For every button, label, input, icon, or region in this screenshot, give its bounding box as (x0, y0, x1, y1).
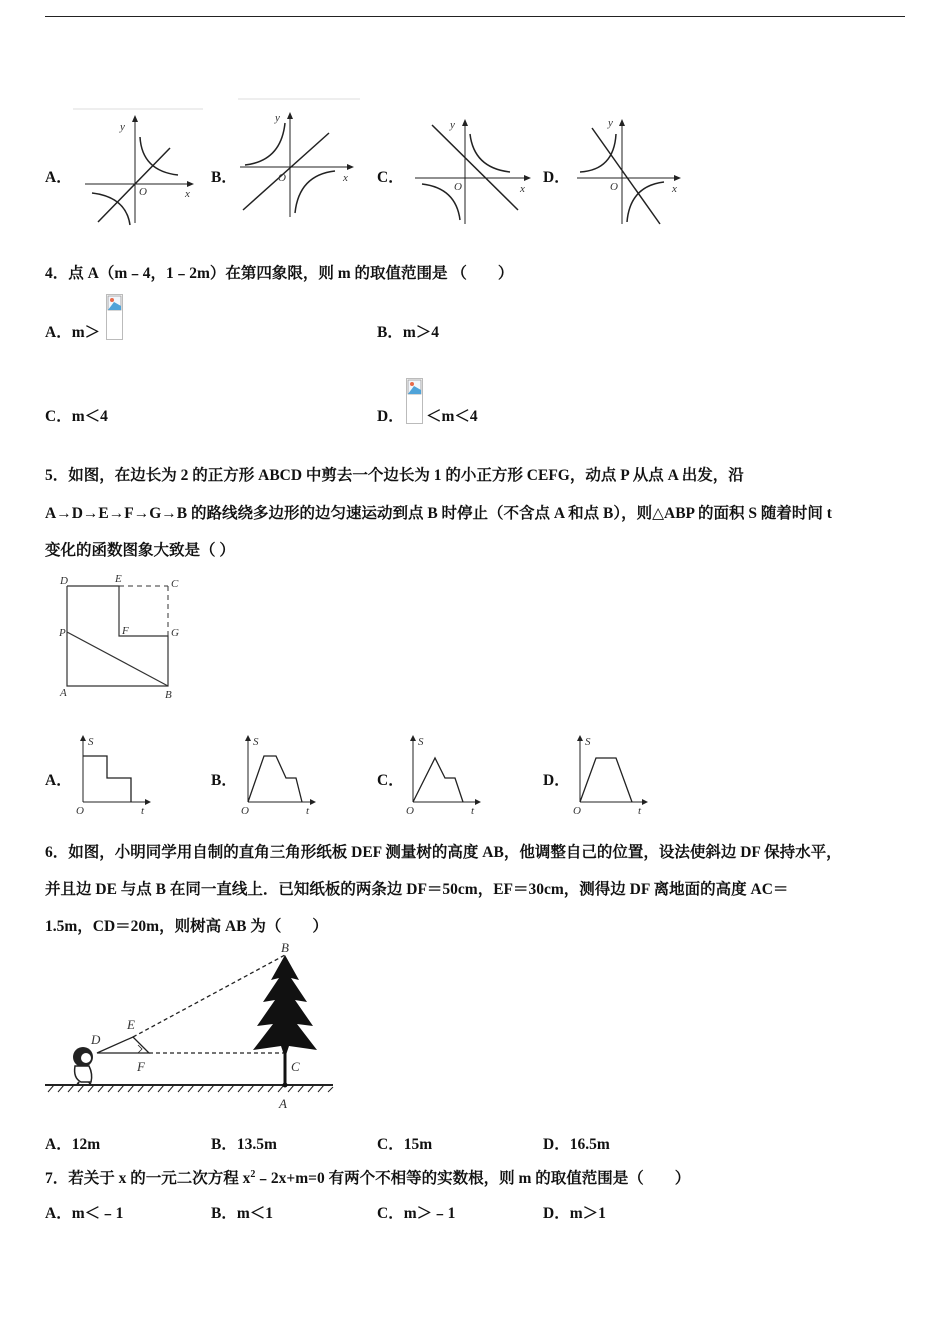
q5-option-d-label: D． (543, 772, 570, 789)
q5-option-c-label: C． (377, 772, 404, 789)
q5-label-f: F (122, 625, 129, 637)
q3-graph-a (70, 105, 205, 230)
q3-option-d-label: D． (543, 169, 570, 186)
q6-stem-line3: 1.5m，CD＝20m，则树高 AB 为（ ） (45, 918, 328, 935)
broken-image-icon (106, 294, 123, 340)
graph-t-label: t (471, 805, 475, 817)
q3d-x-label: x (672, 183, 677, 195)
q7-option-a: A．m＜﹣1 (45, 1205, 124, 1222)
graph-t-label: t (306, 805, 310, 817)
q5-graph-a (75, 732, 155, 817)
graph-o-label: O (573, 805, 581, 817)
q3-graph-d (572, 110, 692, 230)
q5-option-b-label: B． (211, 772, 237, 789)
graph-t-label: t (638, 805, 642, 817)
q7-stem-pre: 7．若关于 x 的一元二次方程 x (45, 1170, 251, 1187)
graph-s-label: S (253, 736, 259, 748)
q5-label-b: B (165, 689, 172, 701)
q4-option-a: A．m＞ (45, 324, 101, 341)
q3a-o-label: O (139, 186, 147, 198)
q4-option-b: B．m＞4 (377, 324, 440, 341)
q5-figure (55, 570, 195, 705)
q7-option-d: D．m＞1 (543, 1205, 606, 1222)
q4-option-c: C．m＜4 (45, 408, 108, 425)
q4-option-d-tail: ＜m＜4 (426, 408, 478, 425)
q3-graph-b (235, 95, 370, 225)
q5-label-c: C (171, 578, 179, 590)
graph-o-label: O (406, 805, 414, 817)
q5-label-g: G (171, 627, 179, 639)
graph-s-label: S (585, 736, 591, 748)
q3-graph-c (410, 110, 540, 230)
q5-label-d: D (60, 575, 68, 587)
q5-option-a-label: A． (45, 772, 72, 789)
q6-option-b: B．13.5m (211, 1136, 277, 1153)
q3-option-c-label: C． (377, 169, 404, 186)
q6-label-b: B (281, 940, 289, 955)
q3d-y-label: y (608, 117, 613, 129)
q7-option-c: C．m＞﹣1 (377, 1205, 456, 1222)
q3b-o-label: O (278, 172, 286, 184)
q6-stem-line1: 6．如图，小明同学用自制的直角三角形纸板 DEF 测量树的高度 AB，他调整自己的位置，设法使斜边 DF 保持水平， (45, 844, 842, 861)
q3b-x-label: x (343, 172, 348, 184)
graph-s-label: S (88, 736, 94, 748)
graph-o-label: O (76, 805, 84, 817)
q4-option-d: D． (377, 408, 404, 425)
q6-option-d: D．16.5m (543, 1136, 610, 1153)
q3d-o-label: O (610, 181, 618, 193)
q5-graph-b (240, 732, 320, 817)
broken-image-icon (406, 378, 423, 424)
q3a-x-label: x (185, 188, 190, 200)
q6-option-a: A．12m (45, 1136, 101, 1153)
q7-stem-post: ﹣2x+m=0 有两个不相等的实数根，则 m 的取值范围是（ ） (255, 1170, 691, 1187)
q5-stem-line2: A→D→E→F→G→B 的路线绕多边形的边匀速运动到点 B 时停止（不含点 A 和点 B），则△ABP 的面积 S 随着时间 t (45, 505, 832, 522)
q6-stem-line2: 并且边 DE 与点 B 在同一直线上．已知纸板的两条边 DF＝50cm，EF＝30cm，测得边 DF 离地面的高度 AC＝ (45, 881, 789, 898)
q5-graph-d (572, 732, 652, 817)
q5-stem-line3: 变化的函数图象大致是（ ） (45, 542, 235, 559)
q3a-y-label: y (120, 121, 125, 133)
graph-t-label: t (141, 805, 145, 817)
q3-option-a-label: A． (45, 169, 72, 186)
header-rule (45, 16, 905, 17)
q3c-y-label: y (450, 119, 455, 131)
q4-stem: 4．点 A（m﹣4，1﹣2m）在第四象限，则 m 的取值范围是 （ ） (45, 265, 514, 282)
q5-label-a: A (60, 687, 67, 699)
q3-option-b-label: B． (211, 169, 237, 186)
q6-figure (45, 940, 345, 1115)
q6-label-c: C (291, 1059, 300, 1074)
q3b-y-label: y (275, 112, 280, 124)
graph-o-label: O (241, 805, 249, 817)
q3c-x-label: x (520, 183, 525, 195)
q6-label-a: A (279, 1096, 287, 1111)
q7-option-b: B．m＜1 (211, 1205, 274, 1222)
q6-label-d: D (91, 1032, 101, 1047)
q6-label-f: F (137, 1059, 145, 1074)
q5-graph-c (405, 732, 485, 817)
q6-option-c: C．15m (377, 1136, 433, 1153)
graph-s-label: S (418, 736, 424, 748)
q5-label-p: P (59, 627, 66, 639)
q5-stem-line1: 5．如图，在边长为 2 的正方形 ABCD 中剪去一个边长为 1 的小正方形 CEFG，动点 P 从点 A 出发，沿 (45, 467, 744, 484)
q6-label-e: E (127, 1017, 135, 1032)
q7-stem-sup: 2 (250, 1168, 256, 1180)
q3c-o-label: O (454, 181, 462, 193)
q7-stem (45, 1166, 690, 1188)
q5-label-e: E (115, 573, 122, 585)
